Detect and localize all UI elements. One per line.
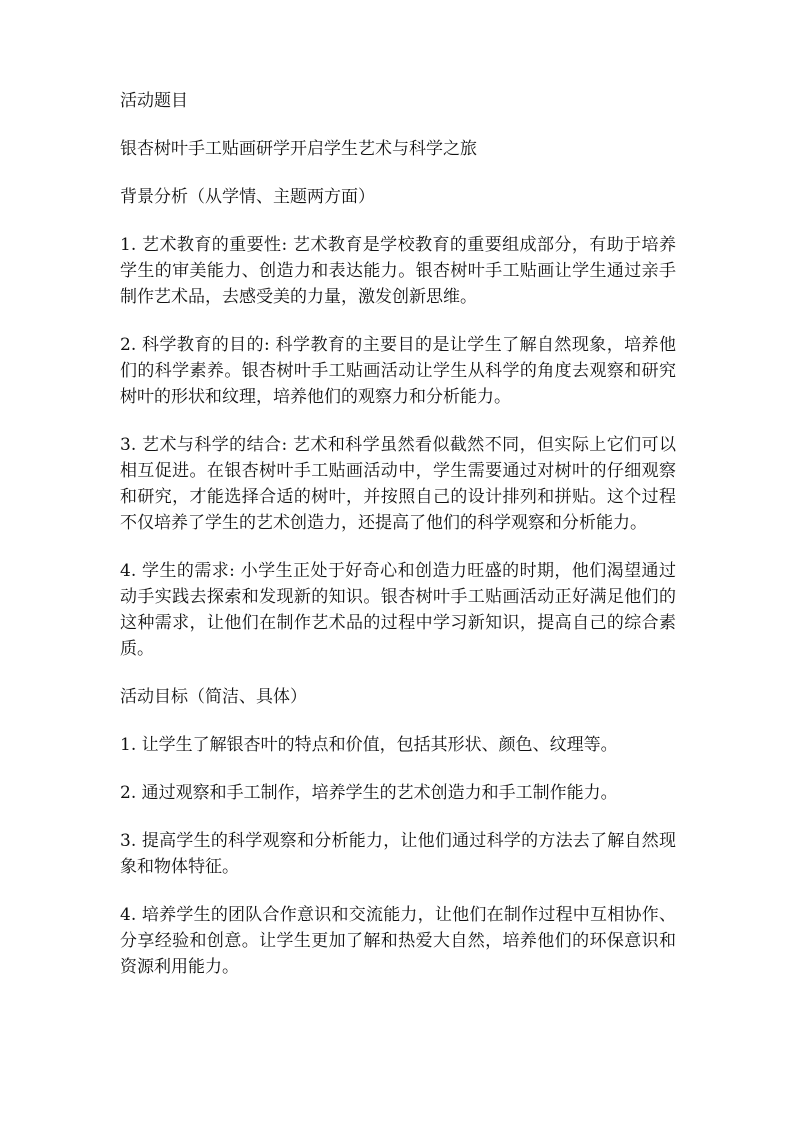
- activity-title: 银杏树叶手工贴画研学开启学生艺术与科学之旅: [120, 139, 477, 159]
- goal-item-2: 2. 通过观察和手工制作，培养学生的艺术创造力和手工制作能力。: [120, 783, 618, 803]
- goals-heading: 活动目标（简洁、具体）: [120, 687, 307, 707]
- activity-title-heading: 活动题目: [120, 91, 188, 111]
- background-item-2: 2. 科学教育的目的: 科学教育的主要目的是让学生了解自然现象，培养他们的科学素养。银杏树叶手工贴画活动让学生从科学的角度去观察和研究树叶的形状和纹理，培养他们的观察力和分析能力。: [120, 335, 676, 407]
- background-item-4: 4. 学生的需求: 小学生正处于好奇心和创造力旺盛的时期，他们渴望通过动手实践去探索和发现新的知识。银杏树叶手工贴画活动正好满足他们的这种需求，让他们在制作艺术品的过程中学习新知识，提高自己的综合素质。: [120, 561, 676, 659]
- background-item-1: 1. 艺术教育的重要性: 艺术教育是学校教育的重要组成部分，有助于培养学生的审美能力、创造力和表达能力。银杏树叶手工贴画让学生通过亲手制作艺术品，去感受美的力量，激发创新思维。: [120, 235, 676, 307]
- document-page: [120, 88, 676, 1002]
- goal-item-4: 4. 培养学生的团队合作意识和交流能力，让他们在制作过程中互相协作、分享经验和创意。让学生更加了解和热爱大自然，培养他们的环保意识和资源利用能力。: [120, 905, 676, 977]
- goal-item-1: 1. 让学生了解银杏叶的特点和价值，包括其形状、颜色、纹理等。: [120, 735, 618, 755]
- background-heading: 背景分析（从学情、主题两方面）: [120, 187, 375, 207]
- goal-item-3: 3. 提高学生的科学观察和分析能力，让他们通过科学的方法去了解自然现象和物体特征。: [120, 831, 676, 877]
- background-item-3: 3. 艺术与科学的结合: 艺术和科学虽然看似截然不同，但实际上它们可以相互促进。在银杏树叶手工贴画活动中，学生需要通过对树叶的仔细观察和研究，才能选择合适的树叶，并按照自己的设计排列和拼贴。这个过程不仅培养了学生的艺术创造力，还提高了他们的科学观察和分析能力。: [120, 435, 676, 533]
